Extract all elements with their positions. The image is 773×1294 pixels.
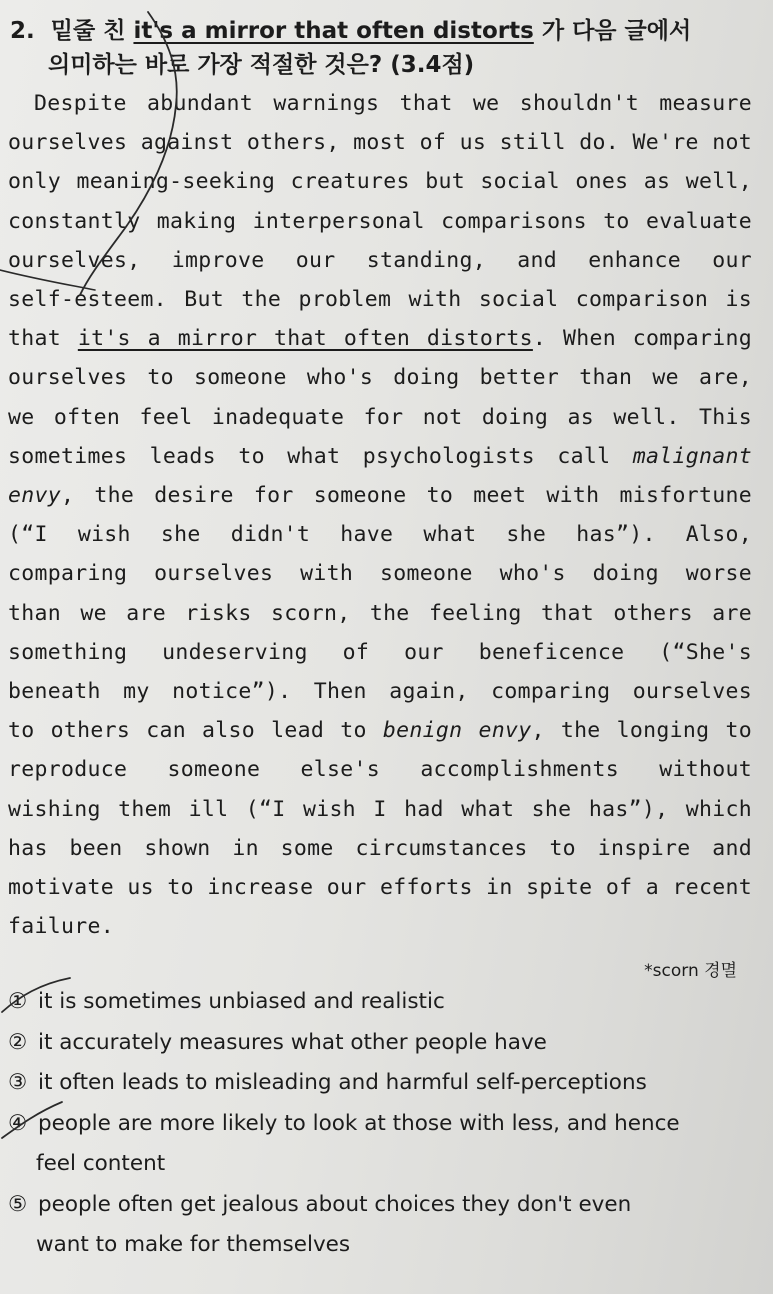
passage-line: reproduce someone else's accomplishments without: [8, 757, 752, 783]
question-number: 2.: [10, 18, 35, 44]
passage-line: self-esteem. But the problem with social comparison is: [8, 287, 752, 313]
passage-line: than we are risks scorn, the feeling that others are: [8, 600, 752, 626]
italic-term: envy: [8, 483, 61, 509]
passage-line: (“I wish she didn't have what she has”). Also,: [8, 522, 752, 548]
option-number: ⑤: [8, 1191, 28, 1217]
question-prompt-lead: 밑줄 친: [50, 18, 126, 44]
option-text-continued: feel content: [36, 1151, 166, 1176]
option-text: people often get jealous about choices they don't even: [38, 1191, 632, 1217]
passage-text: , the longing to: [531, 718, 752, 744]
passage-line: ourselves to someone who's doing better than we are,: [8, 365, 752, 391]
option-number: ③: [8, 1070, 28, 1095]
answer-option-3[interactable]: [8, 1063, 748, 1104]
passage-line: Despite abundant warnings that we shouldn't measure: [34, 91, 752, 116]
answer-option-4[interactable]: [8, 1104, 748, 1185]
passage-line: [8, 476, 752, 515]
reading-passage: [8, 84, 752, 946]
answer-option-5[interactable]: [8, 1185, 748, 1266]
option-text: it is sometimes unbiased and realistic: [38, 989, 445, 1014]
passage-text: that: [8, 326, 61, 352]
option-text: people are more likely to look at those with less, and hence: [38, 1110, 680, 1136]
passage-line: constantly making interpersonal comparisons to evaluate: [8, 208, 752, 234]
option-number: ④: [8, 1110, 28, 1136]
passage-line: has been shown in some circumstances to inspire and: [8, 835, 752, 861]
passage-line: only meaning-seeking creatures but social ones as well,: [8, 169, 752, 195]
passage-line: we often feel inadequate for not doing as well. This: [8, 404, 752, 430]
passage-text: , the desire for someone to meet with misfortune: [60, 483, 752, 509]
passage-line: [8, 319, 752, 358]
question-target-phrase: it's a mirror that often distorts: [133, 18, 534, 44]
italic-term: malignant: [632, 443, 752, 469]
passage-line: comparing ourselves with someone who's doing worse: [8, 561, 752, 587]
passage-line: something undeserving of our beneficence (“She's: [8, 639, 752, 665]
question-prompt-line2: 의미하는 바로 가장 적절한 것은? (3.4점): [48, 52, 475, 78]
italic-term: benign envy: [382, 718, 532, 744]
passage-line: [8, 437, 752, 476]
passage-line: failure.: [8, 914, 114, 940]
passage-line: ourselves against others, most of us still do. We're not: [8, 130, 752, 156]
question-prompt-tail: 가 다음 글에서: [541, 18, 692, 44]
option-text: it accurately measures what other people have: [38, 1029, 547, 1055]
passage-line: [8, 711, 752, 750]
option-number: ①: [8, 989, 28, 1014]
footnote: *scorn 경멸: [644, 961, 737, 981]
passage-text: sometimes leads to what psychologists call: [8, 443, 611, 469]
passage-line: ourselves, improve our standing, and enhance our: [8, 247, 752, 273]
passage-line: motivate us to increase our efforts in spite of a recent: [8, 875, 752, 901]
passage-line: beneath my notice”). Then again, comparing ourselves: [8, 679, 752, 705]
answer-options: [8, 982, 748, 1266]
underlined-phrase: it's a mirror that often distorts: [77, 326, 533, 352]
passage-text: . When comparing: [532, 326, 752, 352]
answer-option-2[interactable]: [8, 1023, 748, 1064]
option-number: ②: [8, 1029, 28, 1055]
passage-text: to others can also lead to: [8, 718, 367, 744]
option-text: it often leads to misleading and harmful self-perceptions: [38, 1070, 647, 1095]
question-header: [10, 14, 760, 82]
option-text-continued: want to make for themselves: [36, 1232, 351, 1257]
passage-line: wishing them ill (“I wish I had what she has”), which: [8, 796, 752, 822]
answer-option-1[interactable]: [8, 982, 748, 1023]
